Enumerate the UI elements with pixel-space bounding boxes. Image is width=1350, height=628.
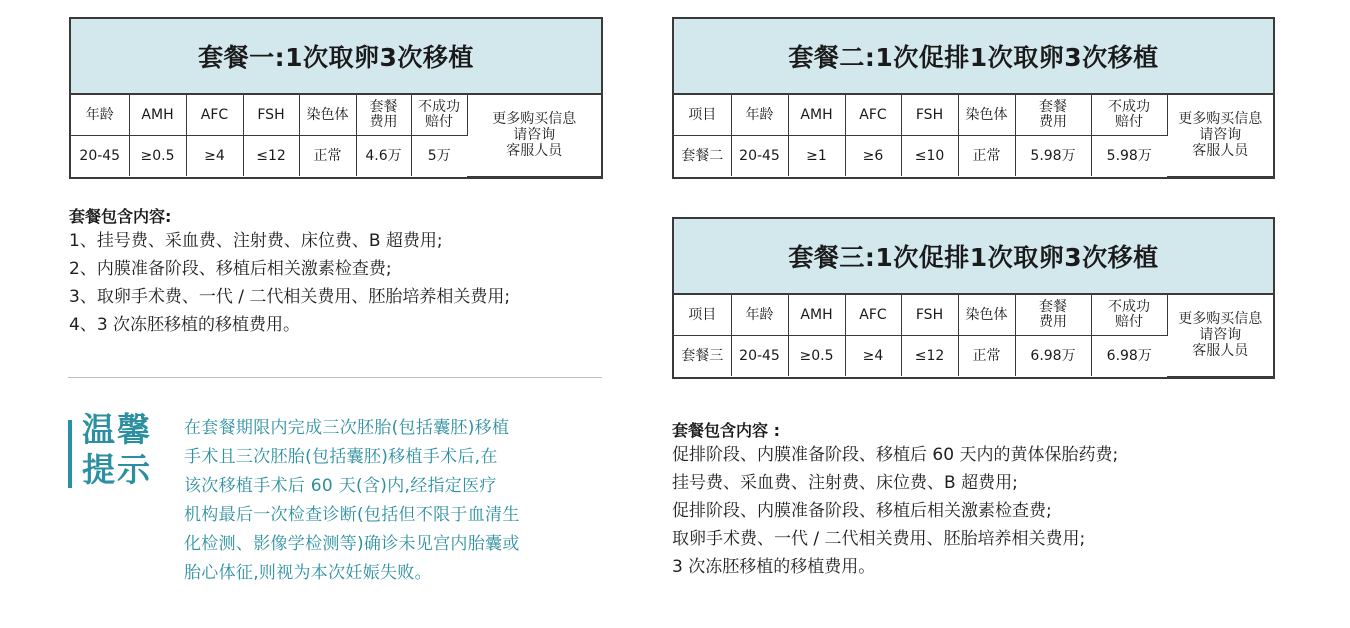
header-fsh: FSH (901, 95, 958, 136)
header-package-fee: 套餐 费用 (1015, 295, 1091, 336)
header-fsh: FSH (901, 295, 958, 336)
header-amh: AMH (788, 295, 845, 336)
package-2-grid (674, 95, 1273, 177)
header-afc: AFC (845, 95, 901, 136)
tip-accent-bar (68, 420, 72, 488)
value-chromosome: 正常 (958, 336, 1015, 377)
header-age: 年龄 (71, 95, 129, 136)
list-item: 3、取卵手术费、一代 / 二代相关费用、胚胎培养相关费用; (69, 287, 511, 307)
tip-line: 在套餐期限内完成三次胚胎(包括囊胚)移植 (184, 418, 510, 438)
purchase-info: 更多购买信息 请咨询 客服人员 (1167, 95, 1273, 176)
tip-line: 胎心体征,则视为本次妊娠失败。 (184, 563, 432, 583)
header-age: 年龄 (731, 95, 788, 136)
value-amh: ≥0.5 (129, 136, 186, 177)
package-1-grid (71, 95, 601, 177)
header-fsh: FSH (243, 95, 299, 136)
package-1-table (69, 17, 603, 179)
divider (68, 377, 602, 378)
header-afc: AFC (186, 95, 243, 136)
contents-right-title: 套餐包含内容 : (672, 421, 780, 440)
header-amh: AMH (129, 95, 186, 136)
header-age: 年龄 (731, 295, 788, 336)
value-fsh: ≤12 (901, 336, 958, 377)
list-item: 取卵手术费、一代 / 二代相关费用、胚胎培养相关费用; (672, 529, 1086, 549)
value-refund: 5万 (427, 147, 451, 164)
purchase-info: 更多购买信息 请咨询 客服人员 (1167, 295, 1273, 376)
tip-text (184, 414, 604, 588)
list-item: 挂号费、采血费、注射费、床位费、B 超费用; (672, 473, 1018, 493)
list-item: 1、挂号费、采血费、注射费、床位费、B 超费用; (69, 231, 443, 251)
header-package-fee: 套餐 费用 (1015, 95, 1091, 136)
contents-left-list (69, 227, 510, 339)
package-3-grid (674, 295, 1273, 377)
header-chromosome: 染色体 (958, 295, 1015, 336)
tip-line: 手术且三次胚胎(包括囊胚)移植手术后,在 (184, 447, 498, 467)
value-amh: ≥0.5 (788, 336, 845, 377)
value-package-fee: 6.98万 (1015, 336, 1091, 377)
contents-left-title: 套餐包含内容: (69, 207, 172, 226)
header-item: 项目 (674, 95, 731, 136)
value-refund: 5.98万 (1106, 147, 1152, 164)
value-refund: 6.98万 (1106, 347, 1152, 364)
list-item: 4、3 次冻胚移植的移植费用。 (69, 315, 301, 335)
package-3-table (672, 217, 1275, 379)
tip-title: 温馨 提示 (82, 410, 152, 489)
package-1-title: 套餐一:1次取卵3次移植 (71, 19, 601, 95)
header-package-fee: 套餐 费用 (356, 95, 411, 136)
value-amh: ≥1 (788, 136, 845, 177)
value-chromosome: 正常 (299, 136, 356, 177)
package-2-title: 套餐二:1次促排1次取卵3次移植 (674, 19, 1273, 95)
value-age: 20-45 (731, 336, 788, 377)
header-afc: AFC (845, 295, 901, 336)
tip-line: 机构最后一次检查诊断(包括但不限于血清生 (184, 505, 520, 525)
value-age: 20-45 (71, 136, 129, 177)
list-item: 3 次冻胚移植的移植费用。 (672, 557, 876, 577)
list-item: 促排阶段、内膜准备阶段、移植后 60 天内的黄体保胎药费; (672, 445, 1119, 465)
header-refund: 不成功 赔付 (1091, 295, 1167, 336)
value-afc: ≥4 (186, 136, 243, 177)
package-3-title: 套餐三:1次促排1次取卵3次移植 (674, 219, 1273, 295)
value-item: 套餐三 (674, 336, 731, 377)
list-item: 促排阶段、内膜准备阶段、移植后相关激素检查费; (672, 501, 1052, 521)
header-amh: AMH (788, 95, 845, 136)
list-item: 2、内膜准备阶段、移植后相关激素检查费; (69, 259, 392, 279)
contents-right-list (672, 441, 1118, 581)
tip-line: 化检测、影像学检测等)确诊未见宫内胎囊或 (184, 534, 520, 554)
value-chromosome: 正常 (958, 136, 1015, 177)
header-item: 项目 (674, 295, 731, 336)
value-fsh: ≤12 (243, 136, 299, 177)
header-chromosome: 染色体 (958, 95, 1015, 136)
value-afc: ≥6 (845, 136, 901, 177)
header-refund: 不成功 赔付 (1091, 95, 1167, 136)
value-fsh: ≤10 (901, 136, 958, 177)
tip-line: 该次移植手术后 60 天(含)内,经指定医疗 (184, 476, 497, 496)
header-refund: 不成功 赔付 (411, 95, 467, 136)
purchase-info: 更多购买信息 请咨询 客服人员 (467, 95, 601, 176)
value-item: 套餐二 (674, 136, 731, 177)
value-package-fee: 4.6万 (356, 136, 411, 177)
package-2-table (672, 17, 1275, 179)
value-package-fee: 5.98万 (1015, 136, 1091, 177)
header-chromosome: 染色体 (299, 95, 356, 136)
value-afc: ≥4 (845, 336, 901, 377)
value-age: 20-45 (731, 136, 788, 177)
